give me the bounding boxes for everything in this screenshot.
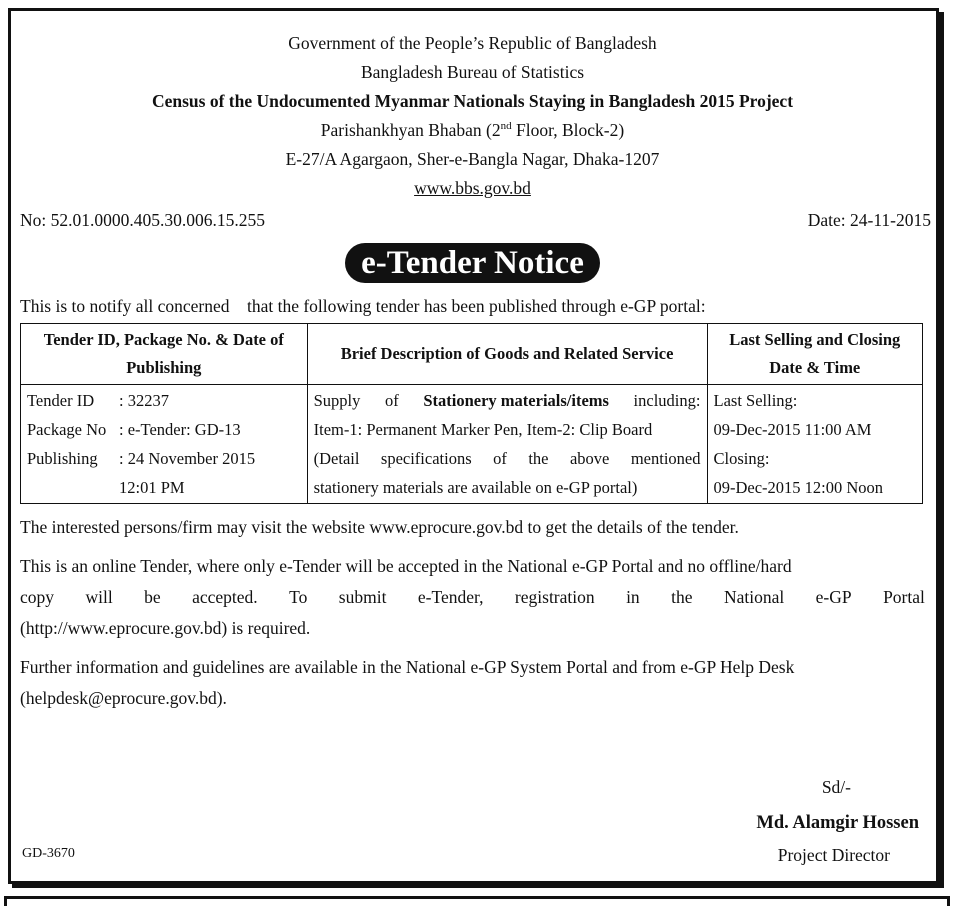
notice-content — [20, 11, 931, 714]
para-word: in — [626, 587, 640, 607]
reference-line — [20, 205, 931, 235]
tender-id-label: Tender ID — [27, 391, 95, 410]
header-building — [20, 116, 925, 145]
desc-word: of — [385, 391, 399, 410]
desc-line-2: Item-1: Permanent Marker Pen, Item-2: Clip Board — [313, 420, 653, 439]
footer-code: GD-3670 — [22, 846, 75, 861]
para-word: To — [289, 587, 308, 607]
desc-word: (Detail — [313, 449, 360, 468]
dates-cell — [707, 385, 923, 504]
tender-id-row — [27, 386, 301, 415]
memo-number: No: 52.01.0000.405.30.006.15.255 — [20, 210, 265, 230]
header-address: E-27/A Agargaon, Sher-e-Bangla Nagar, Dhaka-1207 — [285, 149, 660, 169]
publishing-value: : 24 November 2015 — [119, 449, 256, 468]
notify-text: This is to notify all concerned that the following tender has been published through e-GP portal: — [20, 296, 706, 316]
desc-word: including: — [633, 391, 701, 410]
signatory-name: Md. Alamgir Hossen — [756, 813, 919, 833]
header-government: Government of the People’s Republic of Bangladesh — [288, 33, 657, 53]
frame-shadow-bottom — [12, 884, 944, 888]
tender-info-cell — [21, 385, 308, 504]
paragraph-further-info — [20, 652, 925, 714]
further-info-line-1: Further information and guidelines are available in the National e-GP System Portal and from e-GP Help Desk — [20, 657, 795, 677]
website-link[interactable]: www.bbs.gov.bd — [414, 178, 531, 198]
closing-value: 09-Dec-2015 12:00 Noon — [713, 478, 884, 497]
header-website-row — [20, 174, 925, 203]
tender-id-value: : 32237 — [119, 391, 169, 410]
table-header-row — [21, 324, 923, 385]
online-tender-line-2 — [20, 582, 925, 613]
floor-superscript: nd — [500, 120, 512, 133]
publishing-time: 12:01 PM — [119, 478, 185, 497]
desc-word: of — [493, 449, 507, 468]
last-selling-label: Last Selling: — [713, 391, 798, 410]
para-word: will — [85, 587, 113, 607]
description-cell — [307, 385, 707, 504]
publishing-label: Publishing — [27, 449, 98, 468]
title-row — [20, 243, 925, 287]
closing-label: Closing: — [713, 449, 770, 468]
header-dates: Last Selling and Closing Date & Time — [707, 324, 923, 385]
further-info-line-2: (helpdesk@eprocure.gov.bd). — [20, 688, 227, 708]
desc-word: specifications — [380, 449, 472, 468]
frame-shadow-right — [939, 12, 944, 888]
desc-word: Supply — [313, 391, 361, 410]
notice-title: e-Tender Notice — [345, 243, 600, 283]
para-word: submit — [338, 587, 387, 607]
desc-line-3 — [314, 444, 701, 473]
paragraph-website: The interested persons/firm may visit the website www.eprocure.gov.bd to get the details of the tender. — [20, 517, 739, 537]
para-word: copy — [20, 587, 55, 607]
building-text: Parishankhyan Bhaban (2 — [320, 120, 501, 140]
table-row — [21, 385, 923, 504]
package-value: : e-Tender: GD-13 — [119, 420, 241, 439]
notice-frame — [8, 8, 939, 884]
para-word: e-GP — [815, 587, 852, 607]
para-word: be — [144, 587, 161, 607]
para-word: accepted. — [192, 587, 258, 607]
next-notice-edge — [4, 896, 950, 906]
desc-word: above — [569, 449, 610, 468]
para-word: registration — [514, 587, 595, 607]
header-bureau: Bangladesh Bureau of Statistics — [360, 62, 585, 82]
desc-line-4: stationery materials are available on e-GP portal) — [313, 478, 638, 497]
para-word: e-Tender, — [417, 587, 484, 607]
paragraph-online-tender — [20, 551, 925, 644]
signature-block — [719, 771, 919, 871]
desc-line-1 — [314, 386, 701, 415]
signature-sd: Sd/- — [821, 777, 851, 797]
online-tender-line-3: (http://www.eprocure.gov.bd) is required. — [20, 618, 311, 638]
header-tender-id: Tender ID, Package No. & Date of Publishing — [21, 324, 308, 385]
publishing-row — [27, 444, 301, 473]
package-label: Package No — [27, 420, 107, 439]
online-tender-line-1: This is an online Tender, where only e-Tender will be accepted in the National e-GP Portal and no offline/hard — [20, 556, 792, 576]
package-row — [27, 415, 301, 444]
building-text-rest: Floor, Block-2) — [511, 120, 625, 140]
notice-date: Date: 24-11-2015 — [807, 210, 931, 230]
desc-word: the — [528, 449, 549, 468]
last-selling-value: 09-Dec-2015 11:00 AM — [713, 420, 872, 439]
signatory-role: Project Director — [777, 845, 890, 865]
header-project: Census of the Undocumented Myanmar Nationals Staying in Bangladesh 2015 Project — [151, 91, 794, 111]
para-word: National — [723, 587, 785, 607]
para-word: Portal — [883, 587, 925, 607]
para-word: the — [671, 587, 693, 607]
header-description: Brief Description of Goods and Related Service — [307, 324, 707, 385]
desc-bold-items: Stationery materials/items — [423, 391, 609, 410]
tender-table — [20, 323, 923, 504]
desc-word: mentioned — [630, 449, 701, 468]
